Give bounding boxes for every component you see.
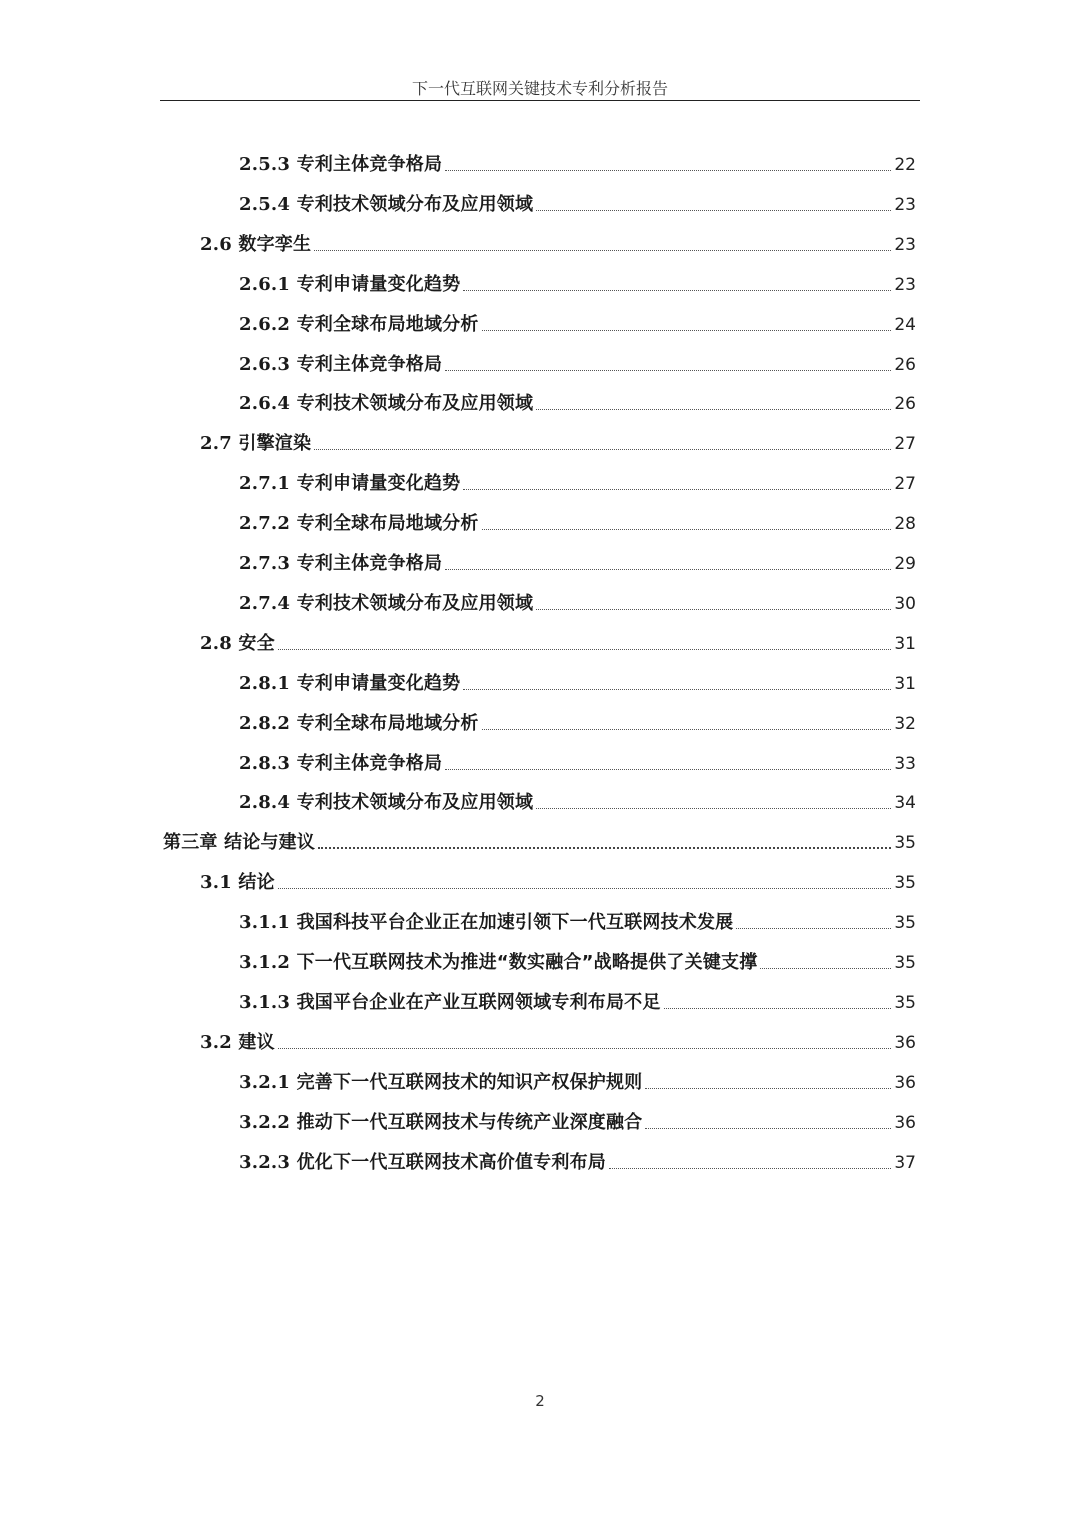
toc-entry[interactable] [239,934,916,974]
toc-entry[interactable] [239,256,916,296]
toc-entry-label [239,952,757,974]
toc-entry-label [200,633,275,655]
toc-entry-title: 专利主体竞争格局 [296,154,443,175]
toc-entry-page: 32 [894,713,916,734]
toc-entry-label [239,992,661,1014]
toc-entry-title: 推动下一代互联网技术与传统产业深度融合 [296,1111,643,1133]
toc-entry-label [239,593,533,615]
toc-entry-label [239,1112,642,1134]
toc-entry-number: 2.6.2 [239,313,291,335]
toc-entry-label [200,1032,275,1054]
toc-entry-number: 2.7 [200,433,232,455]
toc-entry-label [239,314,479,336]
toc-entry-title: 结论与建议 [224,832,316,854]
running-header: 下一代互联网关键技术专利分析报告 [411,79,668,98]
toc-entry[interactable] [239,655,916,695]
toc-entry[interactable] [200,615,916,655]
toc-entry-title: 专利技术领域分布及应用领域 [296,193,534,215]
toc-entry-title: 专利主体竞争格局 [296,752,443,774]
toc-entry[interactable] [239,375,916,415]
toc-entry-page: 27 [894,434,916,455]
toc-entry-number: 3.2.2 [239,1111,291,1133]
toc-entry-title: 专利技术领域分布及应用领域 [296,592,534,614]
toc-entry-page: 31 [894,633,916,654]
toc-entry-title: 我国平台企业在产业互联网领域专利布局不足 [296,991,661,1013]
toc-entry-title: 建议 [238,1031,275,1053]
toc-dot-leader [318,846,891,849]
toc-entry-label [239,513,479,535]
toc-dot-leader [536,209,891,211]
toc-entry-label [239,753,442,775]
toc-entry-page: 30 [894,593,916,614]
toc-entry-page: 29 [894,554,916,574]
toc-entry-label [239,1152,606,1174]
toc-dot-leader [445,568,891,570]
header-rule [160,100,920,101]
toc-entry-page: 34 [894,793,916,814]
toc-entry-number: 2.8.1 [239,672,291,694]
toc-entry[interactable] [239,974,916,1014]
toc-entry[interactable] [239,774,916,814]
toc-entry[interactable] [239,695,916,735]
toc-dot-leader [445,369,891,371]
toc-entry-title: 专利申请量变化趋势 [296,473,461,495]
toc-entry-page: 37 [894,1152,916,1173]
toc-entry-label [163,832,315,854]
toc-entry-number: 3.2.1 [239,1071,291,1093]
toc-entry-number: 2.5.3 [239,154,291,175]
toc-dot-leader [645,1127,891,1129]
toc-entry-number: 3.2.3 [239,1151,291,1173]
toc-entry[interactable] [239,336,916,376]
toc-entry[interactable] [200,216,916,256]
toc-entry-number: 2.7.3 [239,553,291,574]
toc-entry-page: 24 [894,314,916,335]
toc-entry-page: 23 [894,194,916,215]
toc-entry-title: 专利技术领域分布及应用领域 [296,393,534,415]
toc-dot-leader [482,528,892,530]
toc-entry-number: 2.7.1 [239,473,291,495]
toc-entry-label [200,234,311,256]
toc-entry-label [239,912,733,934]
toc-entry-label [239,274,460,296]
toc-entry-page: 35 [894,992,916,1013]
page-number: 2 [535,1392,545,1410]
toc-entry-label [239,393,533,415]
toc-entry-page: 36 [894,1032,916,1053]
toc-entry-page: 35 [894,833,916,854]
toc-dot-leader [314,249,891,251]
toc-entry-title: 专利申请量变化趋势 [296,273,461,295]
toc-dot-leader [664,1007,892,1009]
toc-entry-number: 2.8.3 [239,752,291,774]
toc-dot-leader [760,967,891,969]
toc-entry[interactable] [239,136,916,176]
toc-dot-leader [736,927,891,929]
toc-entry-title: 引擎渲染 [238,433,312,455]
toc-dot-leader [463,289,891,291]
toc-entry-title: 结论 [238,872,275,894]
toc-entry-title: 专利全球布局地域分析 [296,513,479,535]
toc-entry[interactable] [239,176,916,216]
toc-entry[interactable] [239,296,916,336]
toc-entry-title: 完善下一代互联网技术的知识产权保护规则 [296,1071,643,1093]
toc-entry[interactable] [239,1054,916,1094]
toc-entry-number: 3.1.3 [239,991,291,1013]
toc-dot-leader [314,448,891,450]
toc-entry[interactable] [200,1014,916,1054]
toc-dot-leader [536,408,891,410]
toc-entry-title: 专利全球布局地域分析 [296,712,479,734]
toc-entry-number: 2.7.2 [239,513,291,535]
toc-entry-number: 2.5.4 [239,193,291,215]
toc-entry-number: 2.6.4 [239,393,291,415]
toc-entry-title: 专利技术领域分布及应用领域 [296,792,534,814]
toc-entry-number: 2.8.4 [239,792,291,814]
toc-entry-number: 2.8.2 [239,712,291,734]
toc-entry-number: 2.7.4 [239,592,291,614]
toc-entry-number: 2.8 [200,632,232,654]
toc-entry[interactable] [163,814,916,854]
toc-entry-label [239,154,442,176]
toc-entry-title: 专利主体竞争格局 [296,353,443,375]
toc-entry-page: 35 [894,913,916,934]
toc-entry-label [239,354,442,376]
toc-entry-title: 专利全球布局地域分析 [296,313,479,335]
toc-dot-leader [278,648,892,650]
toc-entry[interactable] [200,415,916,455]
toc-dot-leader [445,768,891,770]
toc-entry-page: 27 [894,474,916,495]
toc-dot-leader [463,688,891,690]
toc-entry-page: 22 [894,155,916,175]
toc-entry-page: 28 [894,514,916,535]
toc-entry-label [239,1072,642,1094]
toc-entry[interactable] [200,854,916,894]
toc-dot-leader [463,488,891,490]
toc-entry-page: 35 [894,953,916,973]
toc-entry-label [239,553,442,575]
toc-entry-page: 33 [894,753,916,774]
toc-entry-page: 36 [894,1112,916,1133]
toc-dot-leader [645,1087,891,1089]
toc-entry-number: 3.1 [200,872,232,894]
toc-entry[interactable] [239,575,916,615]
toc-dot-leader [536,807,891,809]
toc-entry-number: 3.1.1 [239,912,291,934]
toc-entry-page: 35 [894,873,916,894]
toc-dot-leader [278,1047,892,1049]
toc-entry-label [239,792,533,814]
toc-entry[interactable] [239,455,916,495]
toc-entry-number: 3.2 [200,1031,232,1053]
toc-dot-leader [278,887,892,889]
toc-entry-title: 下一代互联网技术为推进“数实融合”战略提供了关键支撑 [296,952,758,973]
toc-entry-page: 26 [894,394,916,415]
toc-entry-number: 3.1.2 [239,952,291,973]
toc-entry-title: 优化下一代互联网技术高价值专利布局 [296,1151,606,1173]
toc-entry-number: 2.6.1 [239,273,291,295]
toc-entry-title: 专利申请量变化趋势 [296,672,461,694]
toc-entry-page: 23 [894,234,916,255]
toc-entry[interactable] [239,894,916,934]
toc-entry-label [239,473,460,495]
toc-entry-page: 36 [894,1072,916,1093]
toc-entry-label [200,433,311,455]
toc-entry[interactable] [239,1094,916,1134]
toc-entry[interactable] [239,735,916,775]
toc-dot-leader [609,1167,891,1169]
toc-entry-page: 23 [894,274,916,295]
toc-entry-title: 我国科技平台企业正在加速引领下一代互联网技术发展 [296,912,734,934]
toc-dot-leader [445,169,891,171]
toc-entry-title: 数字孪生 [238,233,312,255]
toc-dot-leader [482,329,892,331]
toc-entry[interactable] [239,495,916,535]
toc-entry-title: 安全 [238,632,275,654]
toc-entry[interactable] [239,1134,916,1174]
toc-entry-label [239,713,479,735]
toc-entry-number: 2.6.3 [239,353,291,375]
toc-entry[interactable] [239,535,916,575]
toc-entry-page: 31 [894,673,916,694]
toc-dot-leader [482,728,892,730]
toc-entry-number: 2.6 [200,233,232,255]
toc-entry-number: 第三章 [163,832,218,854]
toc-dot-leader [536,608,891,610]
toc-entry-label [239,673,460,695]
toc-entry-label [239,194,533,216]
toc-entry-page: 26 [894,354,916,375]
toc-entry-title: 专利主体竞争格局 [296,553,443,574]
toc-entry-label [200,872,275,894]
